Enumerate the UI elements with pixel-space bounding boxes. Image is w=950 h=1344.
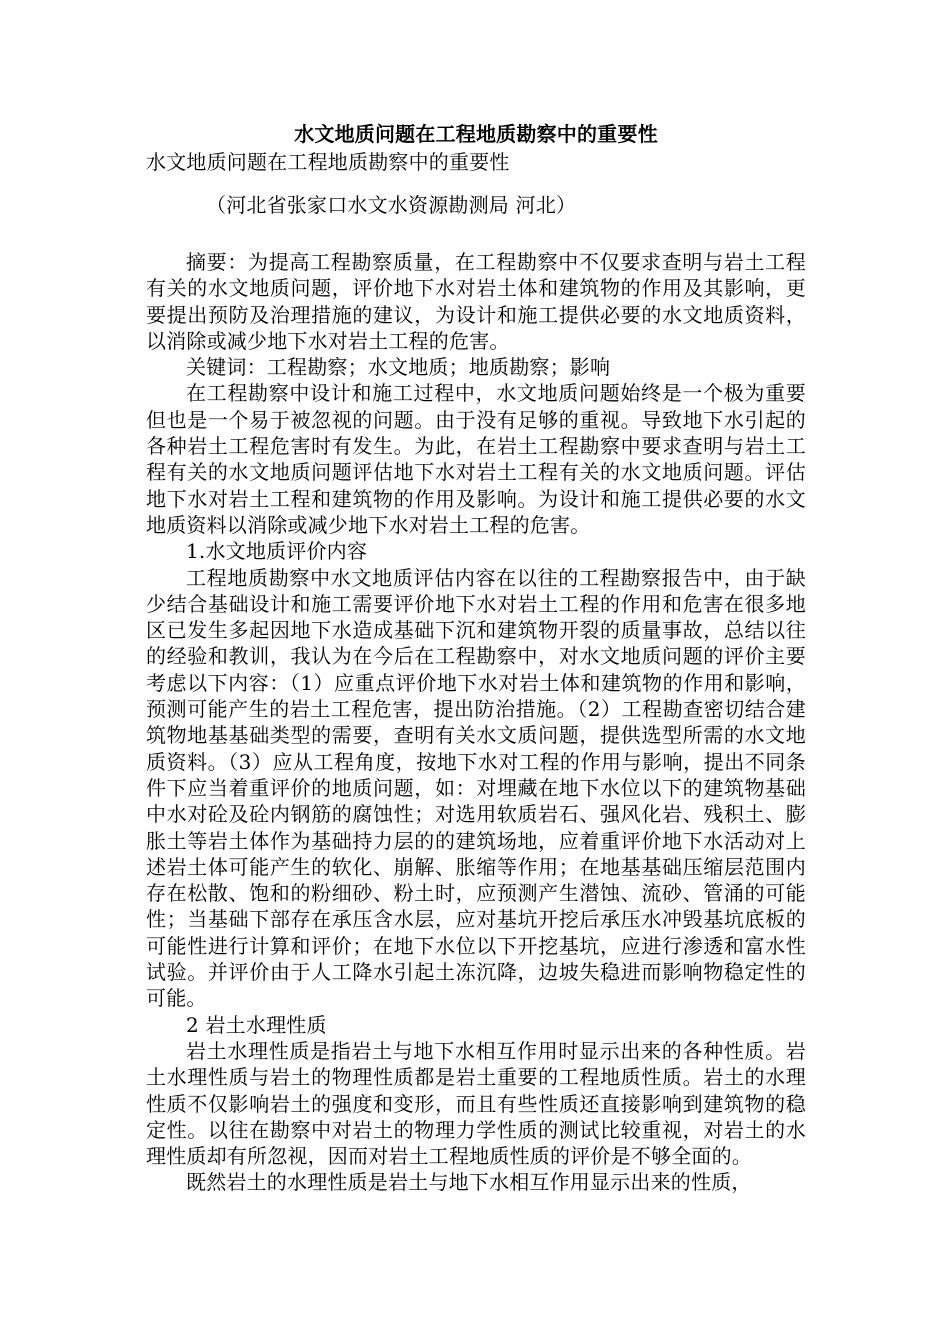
intro-paragraph: 在工程勘察中设计和施工过程中，水文地质问题始终是一个极为重要但也是一个易于被忽视的问题。由于没有足够的重视。导致地下水引起的各种岩土工程危害时有发生。为此，在岩土工程勘察中要求查明与岩土工程有关的水文地质问题评估地下水对岩土工程有关的水文地质问题。评估地下水对岩土工程和建筑物的作用及影响。为设计和施工提供必要的水文地质资料以消除或减少地下水对岩土工程的危害。 — [146, 381, 806, 537]
section-2-paragraph: 岩土水理性质是指岩土与地下水相互作用时显示出来的各种性质。岩土水理性质与岩土的物理性质都是岩土重要的工程地质性质。岩土的水理性质不仅影响岩土的强度和变形，而且有些性质还直接影响到建筑物的稳定性。以往在勘察中对岩土的物理力学性质的测试比较重视，对岩土的水理性质却有所忽视，因而对岩土工程地质性质的评价是不够全面的。 — [146, 1038, 806, 1169]
document-body — [146, 120, 806, 1196]
keywords-line: 关键词：工程勘察；水文地质；地质勘察；影响 — [186, 355, 611, 380]
section-1-heading: 1.水文地质评价内容 — [186, 539, 368, 564]
abstract-paragraph: 摘要：为提高工程勘察质量，在工程勘察中不仅要求查明与岩土工程有关的水文地质问题，评价地下水对岩土体和建筑物的作用及其影响，更要提出预防及治理措施的建议，为设计和施工提供必要的水文地质资料，以消除或减少地下水对岩土工程的危害。 — [146, 250, 806, 353]
author-affiliation: （河北省张家口水文水资源勘测局 河北） — [206, 193, 577, 217]
document-title: 水文地质问题在工程地质勘察中的重要性 — [294, 122, 658, 146]
section-2-heading: 2 岩土水理性质 — [186, 1012, 327, 1037]
spacer — [146, 219, 806, 249]
document-subtitle: 水文地质问题在工程地质勘察中的重要性 — [146, 150, 510, 174]
section-2-paragraph-continued: 既然岩土的水理性质是岩土与地下水相互作用显示出来的性质， — [186, 1170, 752, 1195]
section-1-paragraph: 工程地质勘察中水文地质评估内容在以往的工程勘察报告中，由于缺少结合基础设计和施工需要评价地下水对岩土工程的作用和危害在很多地区已发生多起因地下水造成基础下沉和建筑物开裂的质量事故，总结以往的经验和教训，我认为在今后在工程勘察中，对水文地质问题的评价主要考虑以下内容：（1）应重点评价地下水对岩土体和建筑物的作用和影响，预测可能产生的岩土工程危害，提出防治措施。（2）工程勘查密切结合建筑物地基基础类型的需要，查明有关水文质问题，提供选型所需的水文地质资料。（3）应从工程角度，按地下水对工程的作用与影响，提出不同条件下应当着重评价的地质问题，如：对埋藏在地下水位以下的建筑物基础中水对砼及砼内钢筋的腐蚀性；对选用软质岩石、强风化岩、残积土、膨胀土等岩土体作为基础持力层的的建筑场地，应着重评价地下水活动对上述岩土体可能产生的软化、崩解、胀缩等作用；在地基基础压缩层范围内存在松散、饱和的粉细砂、粉土时，应预测产生潜蚀、流砂、管涌的可能性；当基础下部存在承压含水层，应对基坑开挖后承压水冲毁基坑底板的可能性进行计算和评价；在地下水位以下开挖基坑，应进行渗透和富水性试验。并评价由于人工降水引起土冻沉降，边坡失稳进而影响物稳定性的可能。 — [146, 565, 806, 1011]
